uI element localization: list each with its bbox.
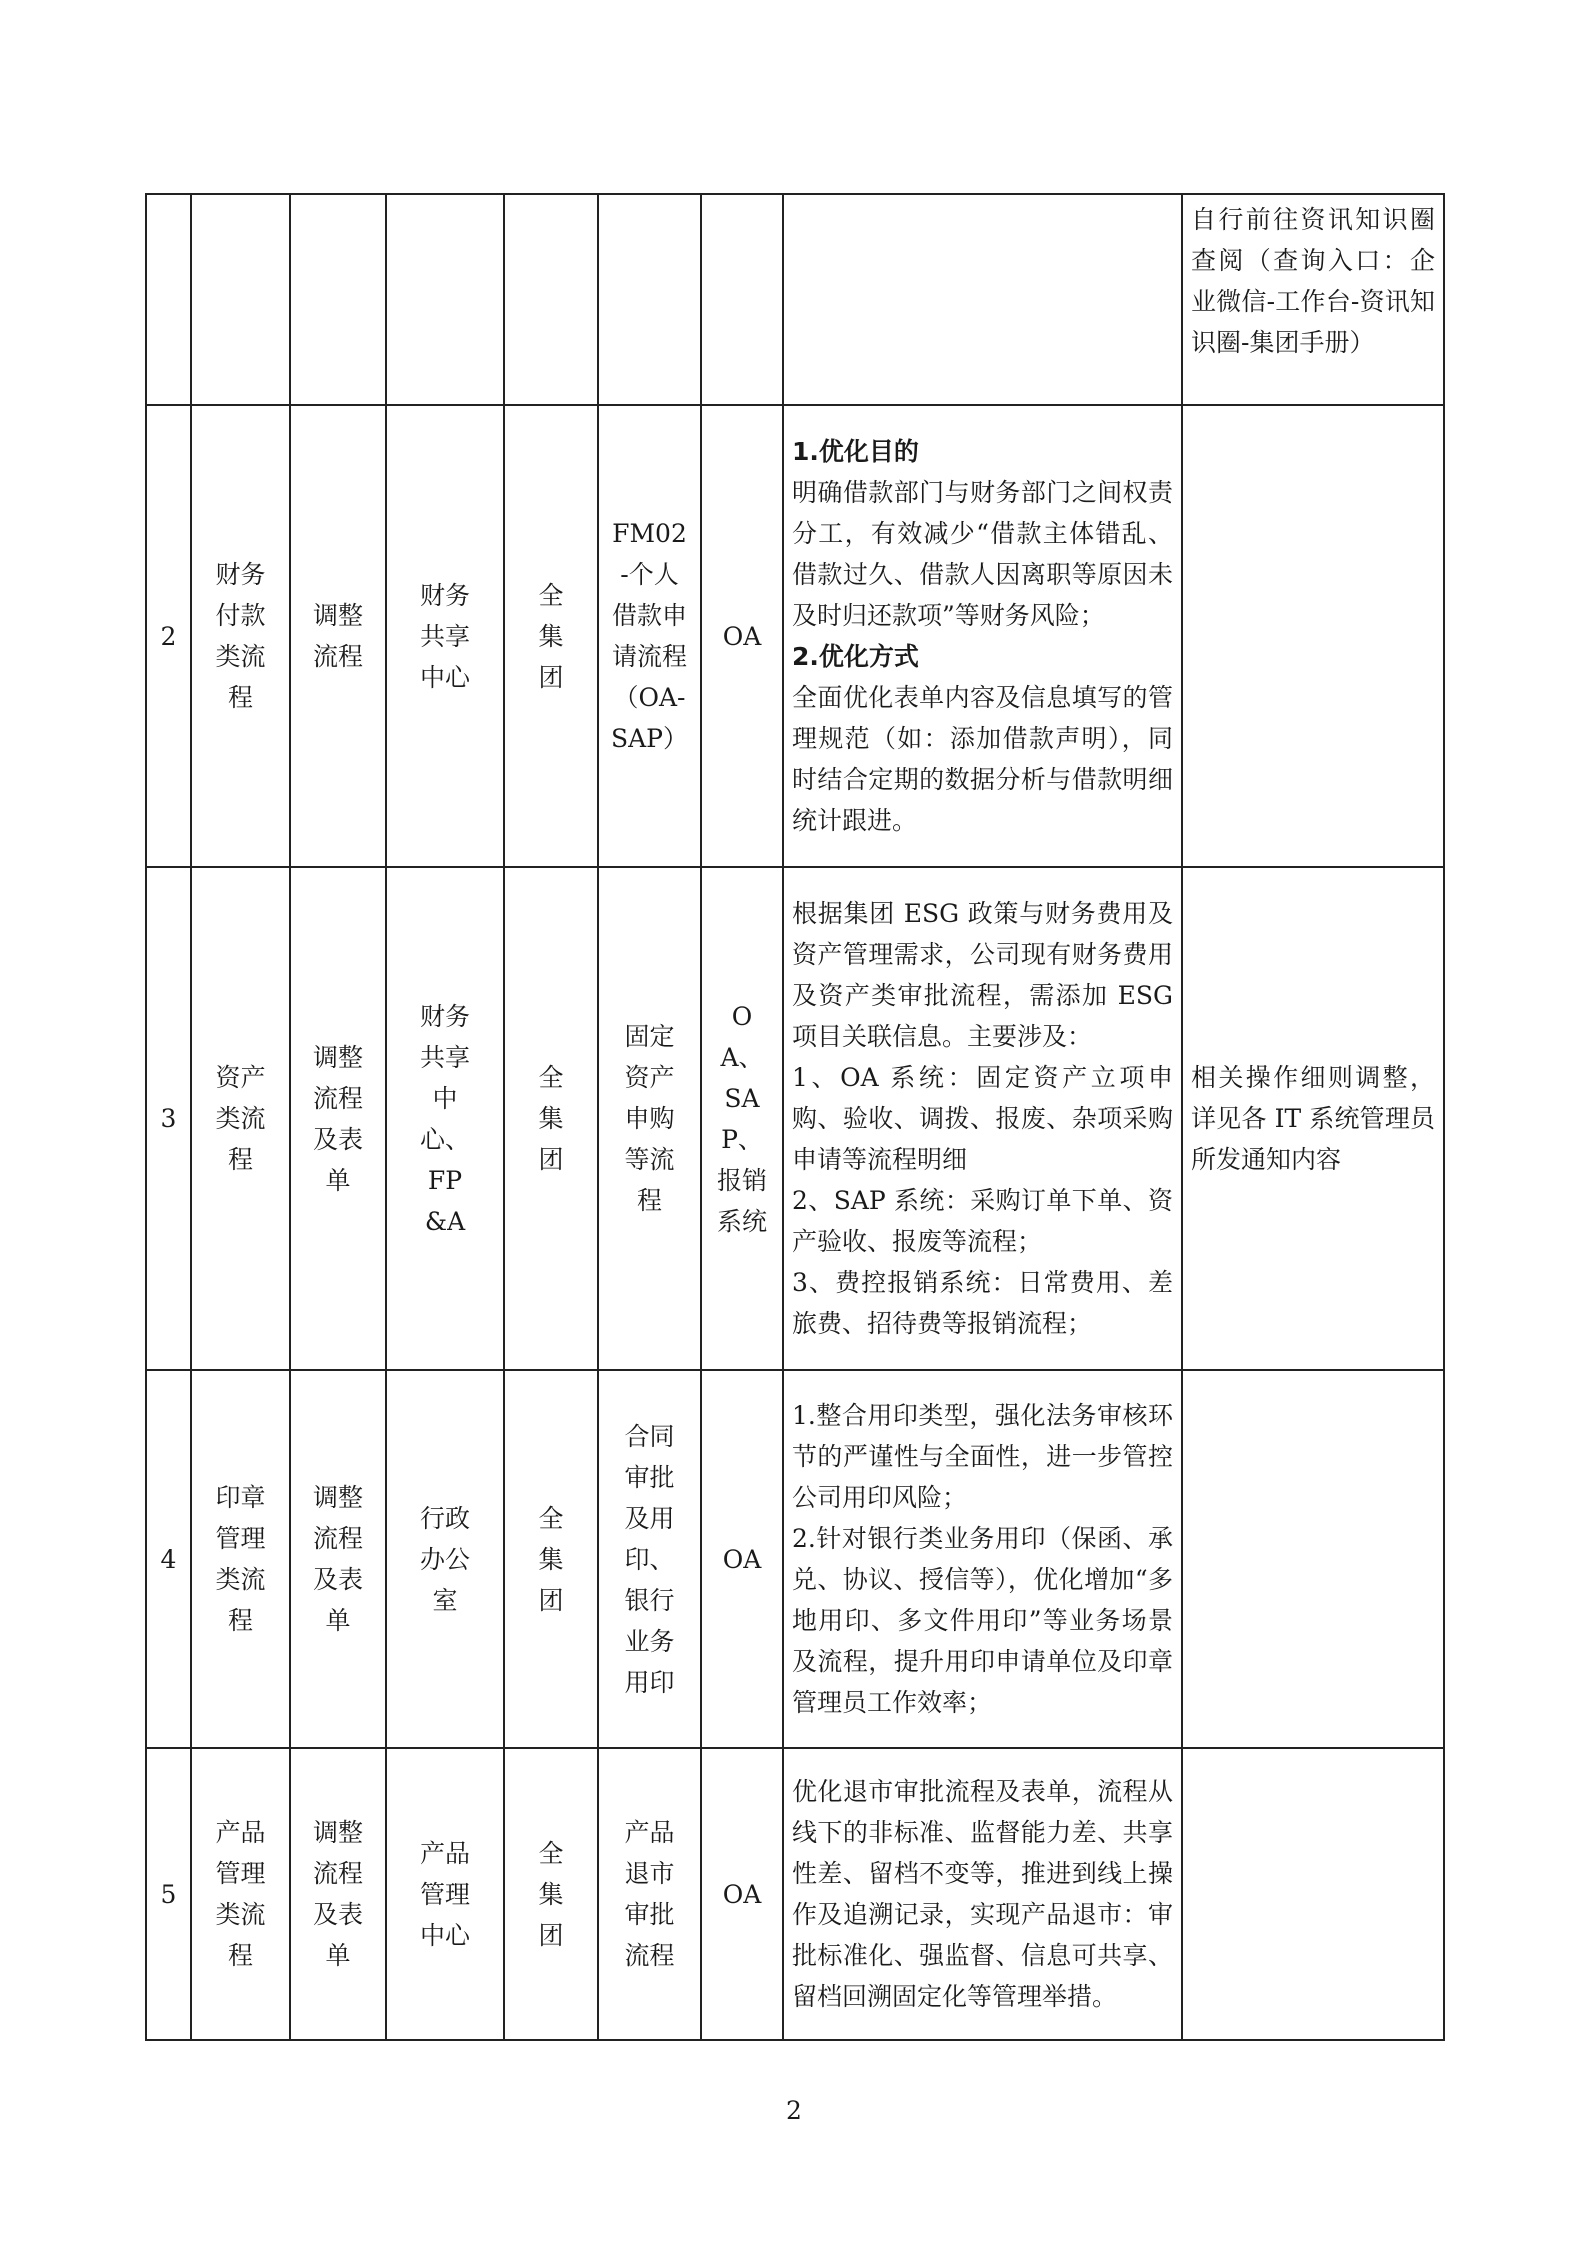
cell-content [783, 1748, 1182, 2040]
page-number: 2 [786, 2096, 802, 2125]
cell-process: 固定资产申购等流程 [598, 867, 701, 1370]
cell-no: 5 [146, 1748, 191, 2040]
content-line: 1.整合用印类型，强化法务审核环节的严谨性与全面性，进一步管控公司用印风险； [792, 1401, 1173, 1512]
cell-dept: 行政办公室 [386, 1370, 504, 1748]
cell-system: OA [701, 1748, 783, 2040]
cell-content [783, 405, 1182, 867]
content-line: 2.针对银行类业务用印（保函、承兑、协议、授信等），优化增加“多地用印、多文件用印”等业务场景及流程，提升用印申请单位及印章管理员工作效率； [792, 1524, 1173, 1717]
content-line: 3、费控报销系统：日常费用、差旅费、招待费等报销流程； [792, 1268, 1173, 1338]
cell-scope: 全集团 [504, 405, 598, 867]
cell-category: 财务付款类流程 [191, 405, 290, 867]
cell-note [1182, 405, 1444, 867]
cell-process: 产品退市审批流程 [598, 1748, 701, 2040]
content-line: 全面优化表单内容及信息填写的管理规范（如：添加借款声明），同时结合定期的数据分析与借款明细统计跟进。 [792, 683, 1173, 835]
table-row [146, 1748, 1444, 2040]
cell-content [783, 194, 1182, 405]
cell-type: 调整流程及表单 [290, 1370, 386, 1748]
cell-type: 调整流程及表单 [290, 1748, 386, 2040]
content-heading: 1.优化目的 [792, 437, 919, 466]
cell-type: 调整流程及表单 [290, 867, 386, 1370]
cell-system: OA [701, 405, 783, 867]
process-table [145, 193, 1445, 2041]
cell-system [701, 194, 783, 405]
cell-process: 合同审批及用印、银行业务用印 [598, 1370, 701, 1748]
table-row [146, 194, 1444, 405]
content-heading: 2.优化方式 [792, 642, 919, 671]
table-row [146, 405, 1444, 867]
cell-no: 2 [146, 405, 191, 867]
cell-system: OA、SAP、报销系统 [701, 867, 783, 1370]
cell-category: 资产类流程 [191, 867, 290, 1370]
content-line: 明确借款部门与财务部门之间权责分工，有效减少“借款主体错乱、借款过久、借款人因离职等原因未及时归还款项”等财务风险； [792, 478, 1173, 630]
cell-note: 相关操作细则调整，详见各 IT 系统管理员所发通知内容 [1182, 867, 1444, 1370]
cell-content [783, 1370, 1182, 1748]
cell-note [1182, 1370, 1444, 1748]
cell-dept: 产品管理中心 [386, 1748, 504, 2040]
cell-system: OA [701, 1370, 783, 1748]
cell-category [191, 194, 290, 405]
cell-category: 印章管理类流程 [191, 1370, 290, 1748]
cell-scope: 全集团 [504, 1748, 598, 2040]
cell-process [598, 194, 701, 405]
cell-dept: 财务共享中心、FP&A [386, 867, 504, 1370]
cell-type: 调整流程 [290, 405, 386, 867]
cell-scope: 全集团 [504, 867, 598, 1370]
cell-no: 3 [146, 867, 191, 1370]
cell-type [290, 194, 386, 405]
content-line: 根据集团 ESG 政策与财务费用及资产管理需求，公司现有财务费用及资产类审批流程，需添加 ESG 项目关联信息。主要涉及： [792, 899, 1173, 1051]
cell-note: 自行前往资讯知识圈查阅（查询入口：企业微信-工作台-资讯知识圈-集团手册） [1182, 194, 1444, 405]
content-line: 1、OA 系统：固定资产立项申购、验收、调拨、报废、杂项采购申请等流程明细 [792, 1063, 1173, 1174]
table-row [146, 867, 1444, 1370]
cell-note [1182, 1748, 1444, 2040]
cell-no: 4 [146, 1370, 191, 1748]
cell-no [146, 194, 191, 405]
cell-dept: 财务共享中心 [386, 405, 504, 867]
cell-dept [386, 194, 504, 405]
cell-scope: 全集团 [504, 1370, 598, 1748]
content-line: 2、SAP 系统：采购订单下单、资产验收、报废等流程； [792, 1186, 1173, 1256]
table-row [146, 1370, 1444, 1748]
content-line: 优化退市审批流程及表单，流程从线下的非标准、监督能力差、共享性差、留档不变等，推进到线上操作及追溯记录，实现产品退市：审批标准化、强监督、信息可共享、留档回溯固定化等管理举措。 [792, 1777, 1173, 2011]
cell-content [783, 867, 1182, 1370]
cell-category: 产品管理类流程 [191, 1748, 290, 2040]
cell-scope [504, 194, 598, 405]
cell-process: FM02-个人借款申请流程（OA-SAP） [598, 405, 701, 867]
